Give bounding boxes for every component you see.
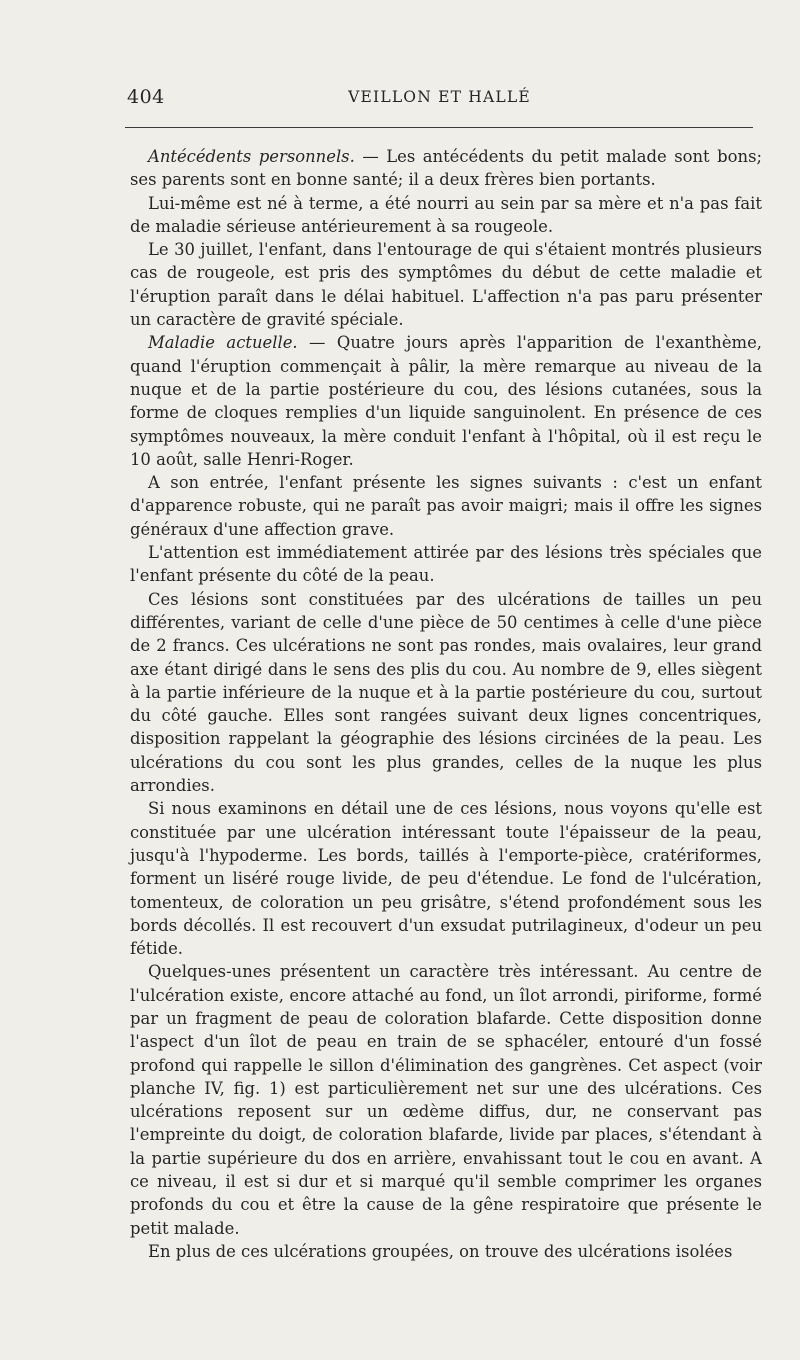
paragraph: Si nous examinons en détail une de ces lésions, nous voyons qu'elle est constituée par une ulcération intéressant toute l'épaisseur de la peau, jusqu'à l'hypoderme. Les bords, taillés à l'emporte-pièce, cratériformes, forment un liséré rouge livide, de peu d'étendue. Le fond de l'ulcération, tomenteux, de coloration un peu grisâtre, s'étend profondément sous les bords décollés. Il est recouvert d'un exsudat putrilagineux, d'odeur un peu fétide. xyxy=(130,799,762,959)
page-number: 404 xyxy=(127,86,165,108)
paragraph: Maladie actuelle. — Quatre jours après l'apparition de l'exanthème, quand l'éruption commençait à pâlir, la mère remarque au niveau de la nuque et de la partie postérieure du cou, des lésions cutanées, sous la forme de cloques remplies d'un liquide sanguinolent. En présence de ces symptômes nouveaux, la mère conduit l'enfant à l'hôpital, où il est reçu le 10 août, salle Henri-Roger. xyxy=(130,333,762,469)
body-text xyxy=(130,145,762,1263)
paragraph: L'attention est immédiatement attirée par des lésions très spéciales que l'enfant présente du côté de la peau. xyxy=(130,543,762,586)
paragraph: A son entrée, l'enfant présente les signes suivants : c'est un enfant d'apparence robuste, qui ne paraît pas avoir maigri; mais il offre les signes généraux d'une affection grave. xyxy=(130,473,762,539)
paragraph: Antécédents personnels. — Les antécédents du petit malade sont bons; ses parents sont en bonne santé; il a deux frères bien portants. xyxy=(130,147,763,190)
running-head: VEILLON ET HALLÉ xyxy=(348,88,531,106)
paragraph: En plus de ces ulcérations groupées, on trouve des ulcérations isolées xyxy=(148,1241,733,1261)
paragraph: Lui-même est né à terme, a été nourri au sein par sa mère et n'a pas fait de maladie sérieuse antérieurement à sa rougeole. xyxy=(130,193,762,236)
paragraph: Ces lésions sont constituées par des ulcérations de tailles un peu différentes, variant de celle d'une pièce de 50 centimes à celle d'une pièce de 2 francs. Ces ulcérations ne sont pas rondes, mais ovalaires, leur grand axe étant dirigé dans le sens des plis du cou. Au nombre de 9, elles siègent à la partie inférieure de la nuque et à la partie postérieure du cou, surtout du côté gauche. Elles sont rangées suivant deux lignes concentriques, disposition rappelant la géographie des lésions circinées de la peau. Les ulcérations du cou sont les plus grandes, celles de la nuque les plus arrondies. xyxy=(130,589,762,796)
section-lead: Maladie actuelle. xyxy=(148,333,298,353)
header-rule xyxy=(125,127,753,128)
page-header xyxy=(127,86,752,116)
paragraph: Le 30 juillet, l'enfant, dans l'entourage de qui s'étaient montrés plusieurs cas de rougeole, est pris des symptômes du début de cette maladie et l'éruption paraît dans le délai habituel. L'affection n'a pas paru présenter un caractère de gravité spéciale. xyxy=(130,240,762,330)
paragraph: Quelques-unes présentent un caractère très intéressant. Au centre de l'ulcération existe, encore attaché au fond, un îlot arrondi, piriforme, formé par un fragment de peau de coloration blafarde. Cette disposition donne l'aspect d'un îlot de peau en train de se sphacéler, entouré d'un fossé profond qui rappelle le sillon d'élimination des gangrènes. Cet aspect (voir planche IV, fig. 1) est particulièrement net sur une des ulcérations. Ces ulcérations reposent sur un œdème diffus, dur, ne conservant pas l'empreinte du doigt, de coloration blafarde, livide par places, s'étendant à la partie supérieure du dos en arrière, envahissant tout le cou en avant. A ce niveau, il est si dur et si marqué qu'il semble comprimer les organes profonds du cou et être la cause de la gêne respiratoire que présente le petit malade. xyxy=(130,962,762,1238)
section-lead: Antécédents personnels. xyxy=(148,147,355,166)
